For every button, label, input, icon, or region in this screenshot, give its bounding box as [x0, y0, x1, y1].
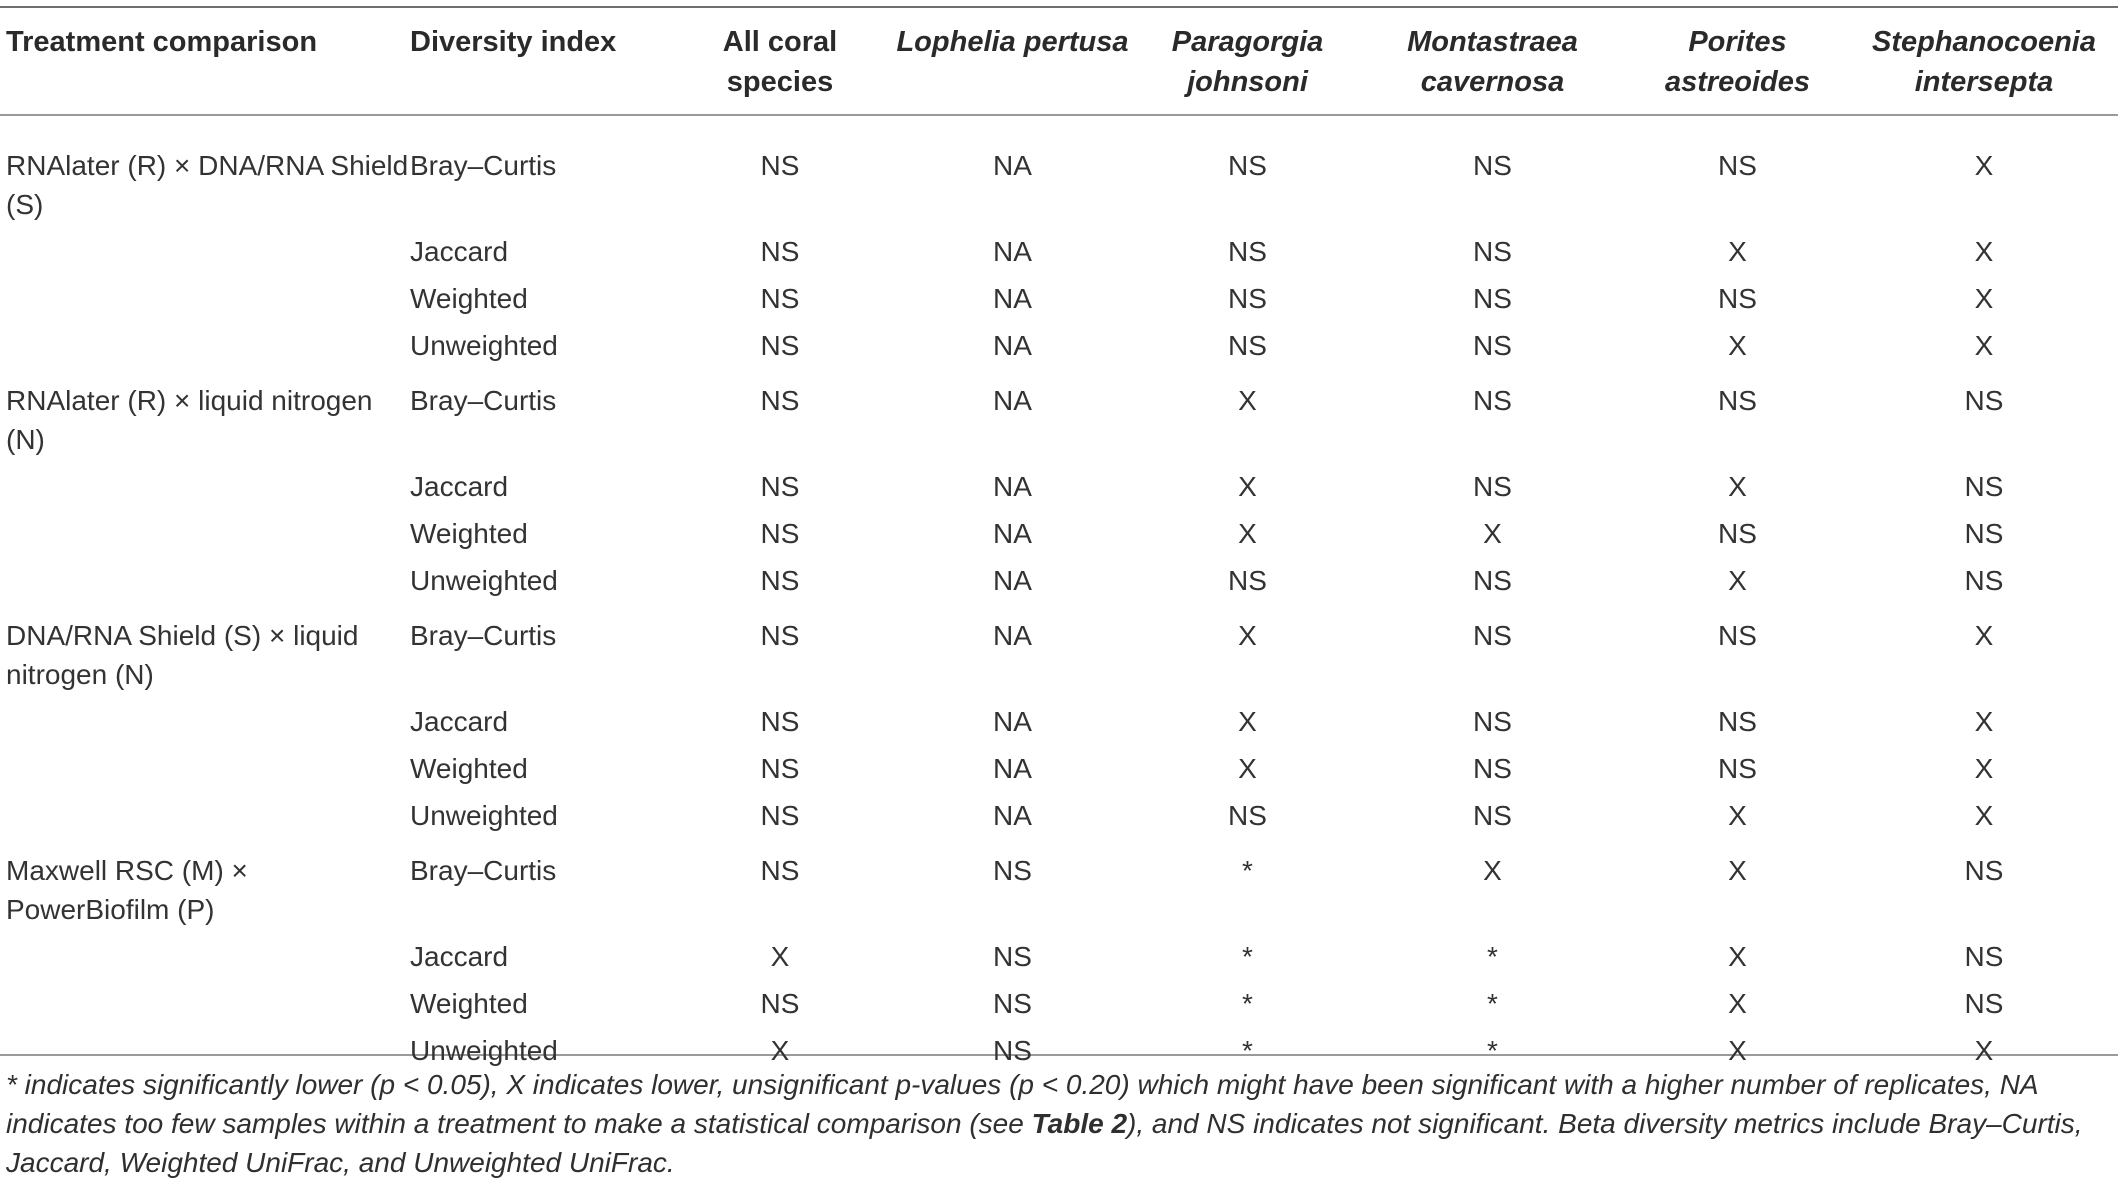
result-cell: NS — [1473, 283, 1512, 314]
result-cell: NS — [1228, 800, 1267, 831]
result-cell: NA — [993, 471, 1032, 502]
table-area — [0, 6, 2118, 1070]
result-cell: NS — [760, 800, 800, 831]
result-cell: X — [770, 1035, 790, 1066]
diversity-index-cell: Bray–Curtis — [410, 385, 557, 416]
diversity-index-cell: Jaccard — [410, 941, 509, 972]
footnote-table-reference[interactable]: Table 2 — [1031, 1108, 1128, 1139]
column-header: Lophelia pertusa — [896, 26, 1129, 58]
result-cell: NS — [1473, 565, 1512, 596]
result-cell: NA — [993, 330, 1032, 361]
result-cell: X — [1728, 471, 1747, 502]
diversity-index-cell: Unweighted — [410, 330, 558, 361]
result-cell: X — [1974, 330, 1994, 361]
result-cell: X — [1483, 855, 1502, 886]
diversity-index-cell: Unweighted — [410, 1035, 558, 1066]
result-cell: NA — [993, 385, 1032, 416]
column-header: Diversity index — [410, 26, 617, 58]
result-cell: NS — [760, 988, 800, 1019]
result-cell: * — [1487, 1035, 1498, 1066]
empty-cell — [0, 224, 410, 271]
footnote-text-end: ), and NS indicates not significant. Beta diversity metrics include Bray–Curtis, Jaccard, Weighted UniFrac, and Unweighted UniFrac. — [6, 1108, 2083, 1178]
table-row — [0, 694, 2118, 741]
result-cell: X — [1238, 471, 1257, 502]
result-cell: X — [1238, 753, 1257, 784]
empty-cell — [0, 318, 410, 365]
result-cell: X — [1238, 518, 1257, 549]
result-cell: X — [1974, 620, 1994, 651]
result-cell: X — [770, 941, 790, 972]
result-cell: NS — [1228, 330, 1267, 361]
treatment-comparison-cell: RNAlater (R) × liquid nitrogen (N) — [6, 385, 373, 455]
result-cell: NA — [993, 565, 1032, 596]
table-row — [0, 600, 2118, 694]
result-cell: NS — [1964, 518, 2004, 549]
result-cell: NS — [760, 330, 800, 361]
diversity-index-cell: Unweighted — [410, 800, 558, 831]
result-cell: NA — [993, 620, 1032, 651]
result-cell: NS — [1228, 236, 1267, 267]
empty-cell — [0, 1023, 410, 1070]
result-cell: NS — [1718, 753, 1757, 784]
table-row — [0, 788, 2118, 835]
table-row — [0, 318, 2118, 365]
diversity-index-cell: Jaccard — [410, 471, 509, 502]
result-cell: NS — [1228, 283, 1267, 314]
table-header-row — [0, 6, 2118, 130]
result-cell: NS — [1718, 283, 1757, 314]
result-cell: X — [1728, 236, 1747, 267]
empty-cell — [0, 459, 410, 506]
diversity-index-cell: Jaccard — [410, 236, 509, 267]
result-cell: X — [1728, 565, 1747, 596]
result-cell: NS — [993, 855, 1032, 886]
result-cell: NA — [993, 800, 1032, 831]
diversity-index-cell: Weighted — [410, 988, 528, 1019]
diversity-comparison-table — [0, 6, 2118, 1070]
result-cell: NS — [1964, 855, 2004, 886]
empty-cell — [0, 553, 410, 600]
result-cell: NS — [993, 1035, 1032, 1066]
column-header: Treatment comparison — [6, 26, 318, 58]
result-cell: NS — [1964, 988, 2004, 1019]
result-cell: * — [1242, 855, 1253, 886]
result-cell: NS — [760, 565, 800, 596]
table-row — [0, 835, 2118, 929]
result-cell: X — [1974, 283, 1994, 314]
result-cell: NS — [760, 855, 800, 886]
result-cell: NS — [1964, 565, 2004, 596]
result-cell: NA — [993, 518, 1032, 549]
result-cell: * — [1487, 988, 1498, 1019]
empty-cell — [0, 271, 410, 318]
result-cell: X — [1238, 706, 1257, 737]
result-cell: NS — [760, 706, 800, 737]
result-cell: X — [1974, 1035, 1994, 1066]
diversity-index-cell: Jaccard — [410, 706, 509, 737]
result-cell: NS — [1473, 236, 1512, 267]
result-cell: * — [1242, 1035, 1253, 1066]
result-cell: NS — [760, 620, 800, 651]
treatment-comparison-cell: Maxwell RSC (M) × PowerBiofilm (P) — [6, 855, 248, 925]
result-cell: NS — [1473, 620, 1512, 651]
result-cell: NS — [760, 518, 800, 549]
result-cell: NS — [1473, 471, 1512, 502]
result-cell: NS — [993, 941, 1032, 972]
empty-cell — [0, 506, 410, 553]
column-header: Stephanocoenia intersepta — [1872, 26, 2096, 98]
result-cell: NA — [993, 150, 1032, 181]
result-cell: X — [1238, 620, 1257, 651]
result-cell: NS — [1473, 385, 1512, 416]
result-cell: NS — [760, 753, 800, 784]
result-cell: NS — [1473, 753, 1512, 784]
diversity-index-cell: Unweighted — [410, 565, 558, 596]
result-cell: X — [1728, 941, 1747, 972]
result-cell: NA — [993, 283, 1032, 314]
result-cell: NS — [1964, 941, 2004, 972]
result-cell: NS — [1964, 471, 2004, 502]
result-cell: NS — [1473, 330, 1512, 361]
diversity-index-cell: Bray–Curtis — [410, 150, 557, 181]
result-cell: * — [1487, 941, 1498, 972]
result-cell: NS — [760, 236, 800, 267]
diversity-index-cell: Bray–Curtis — [410, 620, 557, 651]
result-cell: NS — [1718, 385, 1757, 416]
result-cell: X — [1974, 150, 1994, 181]
result-cell: NS — [760, 385, 800, 416]
column-header: Montastraea cavernosa — [1407, 26, 1578, 98]
table-row — [0, 130, 2118, 224]
result-cell: NS — [1473, 800, 1512, 831]
result-cell: NS — [760, 150, 800, 181]
footnote-text-start: * indicates significantly lower (p < 0.05), X indicates lower, unsignificant p-values (p < 0.20) which might have been significant with a higher number of replicates, NA indicates too few samples within a treatment to make a statistical comparison (see — [6, 1069, 2038, 1139]
result-cell: X — [1728, 330, 1747, 361]
column-header: Paragorgia johnsoni — [1171, 26, 1324, 98]
result-cell: X — [1728, 800, 1747, 831]
table-row — [0, 365, 2118, 459]
result-cell: X — [1238, 385, 1257, 416]
diversity-index-cell: Weighted — [410, 753, 528, 784]
result-cell: X — [1974, 706, 1994, 737]
result-cell: X — [1974, 753, 1994, 784]
table-row — [0, 506, 2118, 553]
result-cell: * — [1242, 941, 1253, 972]
result-cell: X — [1728, 855, 1747, 886]
result-cell: NS — [1718, 706, 1757, 737]
result-cell: NS — [1718, 150, 1757, 181]
diversity-index-cell: Weighted — [410, 518, 528, 549]
table-footnote — [6, 1065, 2116, 1182]
result-cell: NS — [1228, 150, 1267, 181]
result-cell: X — [1728, 1035, 1747, 1066]
table-row — [0, 459, 2118, 506]
empty-cell — [0, 741, 410, 788]
result-cell: NA — [993, 753, 1032, 784]
result-cell: NS — [1473, 706, 1512, 737]
empty-cell — [0, 976, 410, 1023]
empty-cell — [0, 929, 410, 976]
table-row — [0, 741, 2118, 788]
empty-cell — [0, 694, 410, 741]
result-cell: X — [1728, 988, 1747, 1019]
result-cell: X — [1974, 236, 1994, 267]
diversity-index-cell: Bray–Curtis — [410, 855, 557, 886]
table-row — [0, 224, 2118, 271]
result-cell: NS — [1718, 620, 1757, 651]
result-cell: NS — [1964, 385, 2004, 416]
table-row — [0, 1023, 2118, 1070]
table-row — [0, 553, 2118, 600]
result-cell: NS — [760, 471, 800, 502]
empty-cell — [0, 788, 410, 835]
result-cell: * — [1242, 988, 1253, 1019]
result-cell: NA — [993, 236, 1032, 267]
result-cell: NS — [760, 283, 800, 314]
treatment-comparison-cell: RNAlater (R) × DNA/RNA Shield (S) — [6, 150, 409, 220]
table-row — [0, 271, 2118, 318]
table-body — [0, 130, 2118, 1070]
result-cell: NS — [993, 988, 1032, 1019]
result-cell: X — [1974, 800, 1994, 831]
result-cell: NA — [993, 706, 1032, 737]
table-row — [0, 976, 2118, 1023]
column-header: All coral species — [722, 26, 838, 98]
result-cell: NS — [1473, 150, 1512, 181]
column-header: Porites astreoides — [1664, 26, 1811, 98]
table-row — [0, 929, 2118, 976]
result-cell: NS — [1228, 565, 1267, 596]
result-cell: X — [1483, 518, 1502, 549]
result-cell: NS — [1718, 518, 1757, 549]
diversity-index-cell: Weighted — [410, 283, 528, 314]
treatment-comparison-cell: DNA/RNA Shield (S) × liquid nitrogen (N) — [6, 620, 359, 690]
